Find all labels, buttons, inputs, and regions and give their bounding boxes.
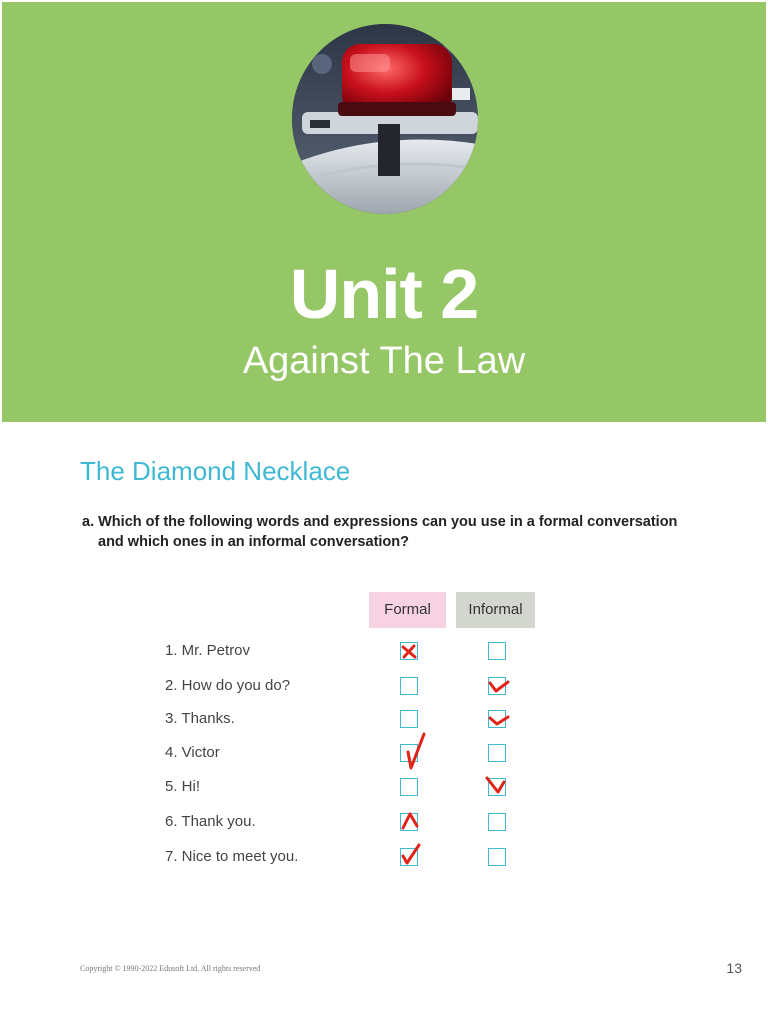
formal-checkbox-3[interactable] — [400, 710, 418, 728]
informal-checkbox-7[interactable] — [488, 848, 506, 866]
row-label-2: 2. How do you do? — [165, 677, 291, 694]
unit-title: Unit 2 — [289, 255, 479, 333]
instruction-line-1: a. Which of the following words and expressions can you use in a formal conversation — [82, 514, 678, 530]
check-mark-icon — [486, 708, 512, 732]
row-label-4: 4. Victor — [165, 744, 220, 761]
check-mark-icon — [400, 730, 430, 772]
exercise-instruction — [82, 512, 722, 552]
check-mark-icon — [486, 674, 512, 698]
row-label-1: 1. Mr. Petrov — [165, 642, 251, 659]
check-mark-icon — [484, 774, 510, 800]
informal-checkbox-1[interactable] — [488, 642, 506, 660]
section-title: The Diamond Necklace — [80, 456, 351, 486]
x-mark-icon — [398, 640, 422, 664]
page-number: 13 — [726, 960, 742, 976]
row-label-7: 7. Nice to meet you. — [165, 848, 299, 865]
informal-checkbox-4[interactable] — [488, 744, 506, 762]
informal-column-header: Informal — [456, 592, 535, 628]
formal-checkbox-2[interactable] — [400, 677, 418, 695]
informal-checkbox-6[interactable] — [488, 813, 506, 831]
formal-checkbox-5[interactable] — [400, 778, 418, 796]
police-siren-photo — [292, 24, 478, 214]
unit-subtitle: Against The Law — [242, 340, 526, 382]
check-mark-icon — [398, 808, 422, 834]
check-mark-icon — [398, 842, 424, 870]
row-label-5: 5. Hi! — [165, 778, 201, 795]
instruction-line-2: and which ones in an informal conversation? — [98, 534, 409, 550]
unit-banner — [2, 2, 766, 422]
police-siren-icon — [292, 24, 478, 214]
row-label-6: 6. Thank you. — [165, 813, 256, 830]
formal-column-header: Formal — [369, 592, 446, 628]
row-label-3: 3. Thanks. — [165, 710, 235, 727]
copyright-notice: Copyright © 1990-2022 Edusoft Ltd. All rights reserved — [80, 964, 261, 973]
